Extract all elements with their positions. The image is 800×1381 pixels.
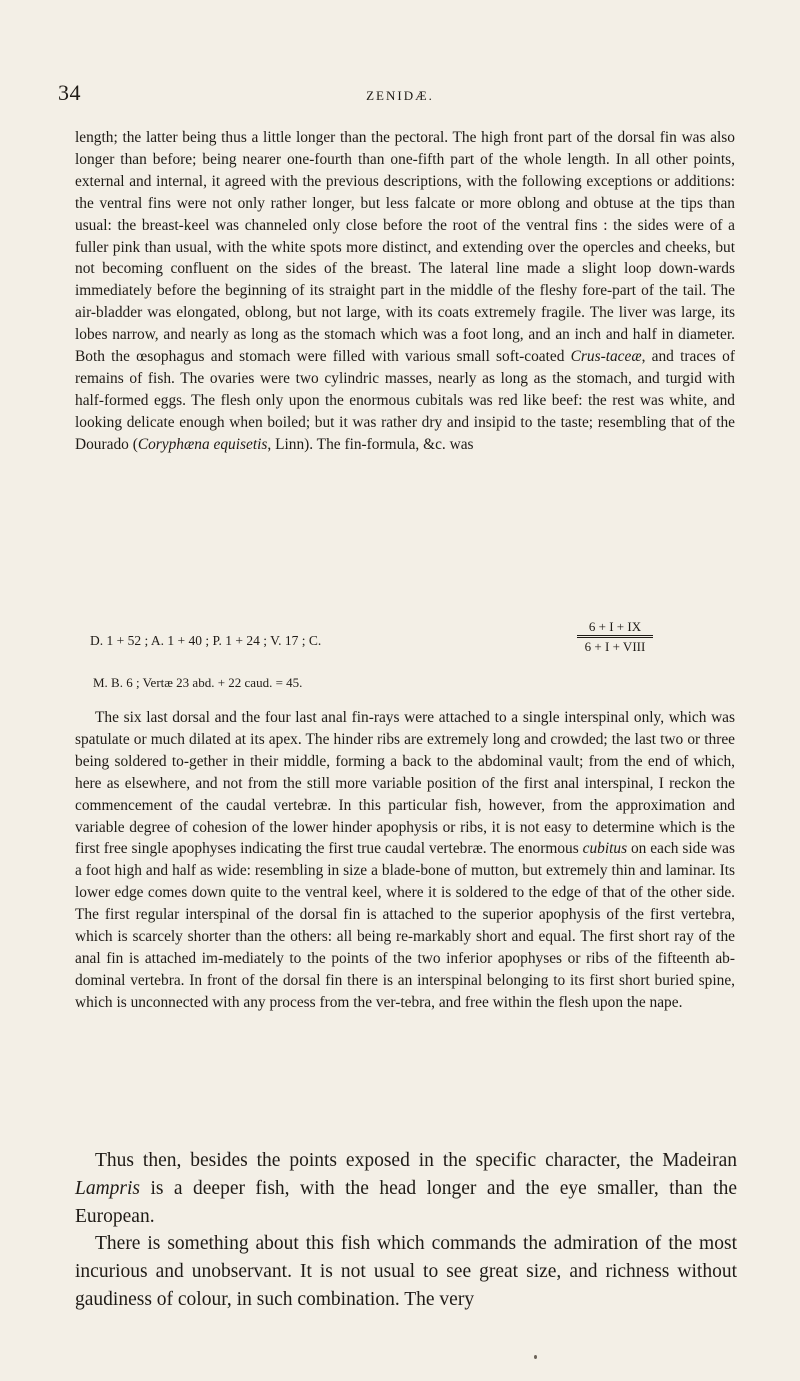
caudal-fraction [577, 620, 653, 654]
fin-formula-main: D. 1 + 52 ; A. 1 + 40 ; P. 1 + 24 ; V. 17 ; C. [90, 633, 322, 648]
caudal-numerator: 6 + I + IX [588, 619, 642, 634]
paragraph-text [75, 1147, 737, 1230]
paragraph-text [75, 707, 735, 1014]
italic-term: Lampris [75, 1177, 141, 1199]
italic-term: cubitus [582, 840, 628, 858]
italic-term: Crus-taceæ [570, 348, 642, 366]
paragraph-anatomy-description [75, 127, 735, 456]
page-number: 34 [58, 80, 81, 105]
running-head: ZENIDÆ. [366, 88, 434, 103]
text-run: is a deeper fish, with the head longer and the eye smaller, than the European. [75, 1177, 737, 1227]
paragraph-text [75, 1230, 737, 1313]
text-run: , and traces of remains of fish. The ovaries were two cylindric masses, nearly as long as the stomach, and turgid with half-formed eggs. The flesh only upon the enormous cubitals was red like beef: the rest was white, and looking delicate enough when boiled; but it was rather dry and insipid to the taste; resembling that of the Dourado ( [75, 348, 735, 453]
paragraph-skeleton-description [75, 707, 735, 1014]
text-run: , Linn). The fin-formula, &c. was [267, 435, 474, 453]
text-run: The six last dorsal and the four last anal fin-rays were attached to a single interspinal only, which was spatulate or much dilated at its apex. The hinder ribs are extremely long and crowded; the last two or three being soldered to-gether in their middle, forming a back to the abdominal vault; from the end of which, here as elsewhere, and not from the still more variable position of the first anal interspinal, I reckon the commencement of the caudal vertebræ. In this particular fish, however, from the approximation and variable degree of cohesion of the lower hinder apophysis or ribs, it is not easy to determine which is the first free single apophyses indicating the first true caudal vertebræ. The enormous [75, 709, 735, 858]
italic-term: Coryphæna equisetis [137, 435, 268, 453]
paragraph-comparison [75, 1147, 737, 1230]
paragraph-admiration [75, 1230, 737, 1313]
caudal-denominator: 6 + I + VIII [584, 639, 646, 654]
paper-speck [534, 1355, 537, 1359]
text-run: There is something about this fish which commands the admiration of the most incurious and unobservant. It is not usual to see great size, and richness without gaudiness of colour, in such combination. The very [75, 1233, 737, 1310]
meristic-counts: M. B. 6 ; Vertæ 23 abd. + 22 caud. = 45. [93, 675, 303, 690]
paragraph-text [75, 127, 735, 456]
text-run: length; the latter being thus a little longer than the pectoral. The high front part of the dorsal fin was also longer than before; being nearer one-fourth than one-fifth part of the whole length. In all other points, external and internal, it agreed with the previous descriptions, with the following exceptions or additions: the ventral fins were not only rather longer, but less falcate or more oblong and obtuse at the tips than usual: the breast-keel was channeled only close before the root of the ventral fins : the sides were of a fuller pink than usual, with the white spots more distinct, and extending over the opercles and cheeks, but not becoming confluent on the sides of the breast. The lateral line made a slight loop down-wards immediately before the beginning of its straight part in the middle of the fleshy fore-part of the tail. The air-bladder was elongated, oblong, but not large, with its coats extremely fragile. The liver was large, its lobes narrow, and nearly as long as the stomach which was a foot long, and an inch and half in diameter. Both the œsophagus and stomach were filled with various small soft-coated [75, 129, 735, 366]
text-run: Thus then, besides the points exposed in the specific character, the Madeiran [95, 1150, 737, 1171]
text-run: on each side was a foot high and half as wide: resembling in size a blade-bone of mutton, but extremely thin and laminar. Its lower edge comes down quite to the ventral keel, where it is soldered to the edge of that of the other side. The first regular interspinal of the dorsal fin is attached to the superior apophysis of the first vertebra, which is scarcely shorter than the others: all being re-markably short and equal. The first short ray of the anal fin is attached im-mediately to the points of the two inferior apophyses or ribs of the fifteenth ab-dominal vertebra. In front of the dorsal fin there is an interspinal belonging to its first short buried spine, which is unconnected with any process from the ver-tebra, and free within the flesh upon the nape. [75, 840, 735, 1011]
fraction-bar [577, 635, 653, 638]
fin-formula [90, 620, 730, 664]
